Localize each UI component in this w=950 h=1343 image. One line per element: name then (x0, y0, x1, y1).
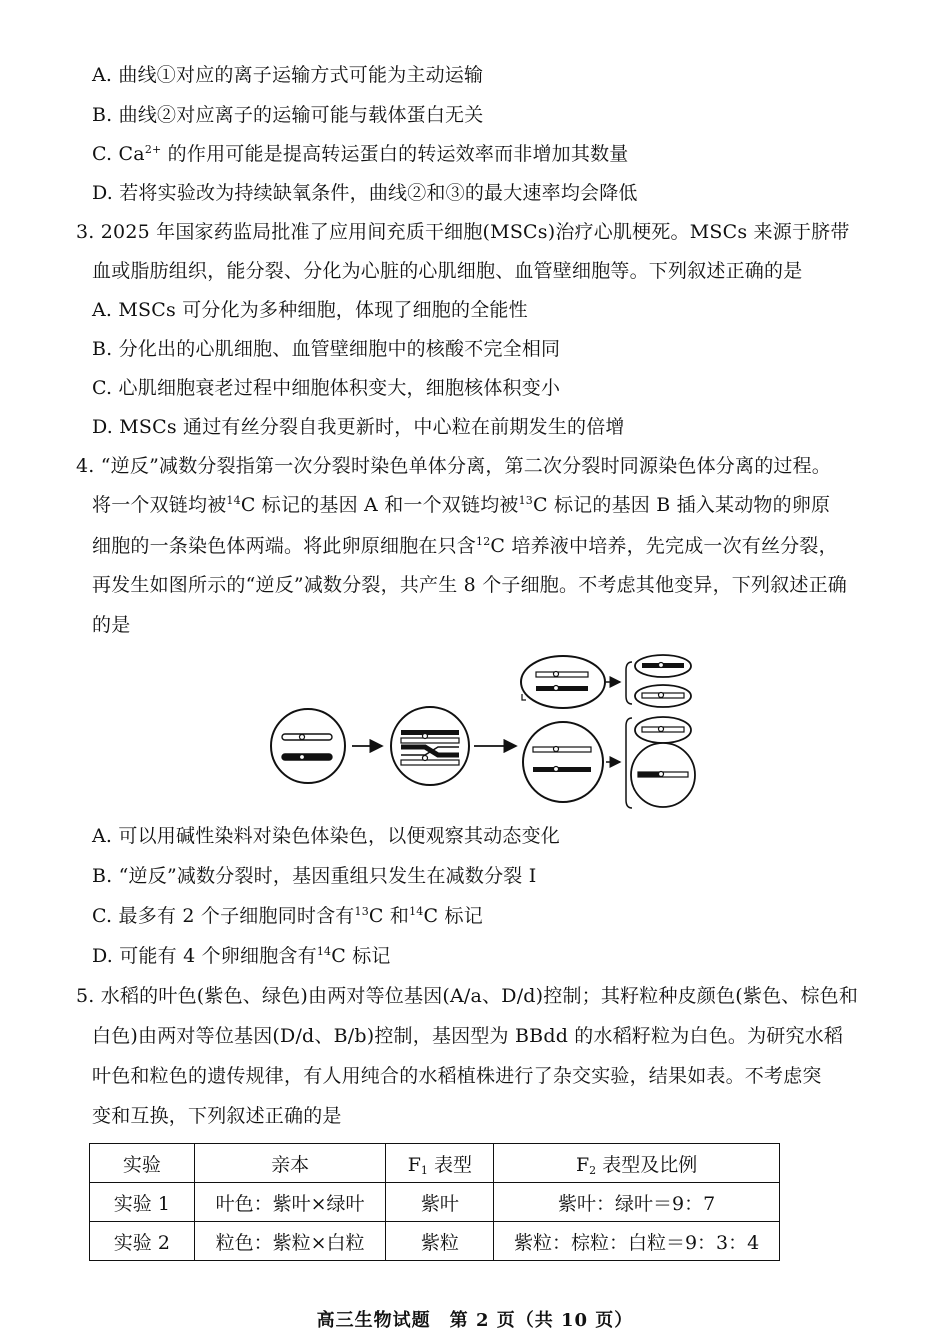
q5-stem-line-4: 变和互换，下列叙述正确的是 (92, 1105, 342, 1127)
header-cell: 实验 (90, 1144, 195, 1183)
q4-option-a: A. 可以用碱性染料对染色体染色，以便观察其动态变化 (92, 825, 561, 847)
reverse-meiosis-diagram (260, 650, 700, 810)
q4-stem-line-1: 4. “逆反”减数分裂指第一次分裂时染色单体分离，第二次分裂时同源染色体分离的过程。 (76, 455, 831, 477)
superscript: 13 (518, 494, 533, 507)
subscript: 1 (420, 1163, 428, 1177)
q5-stem-line-3: 叶色和粒色的遗传规律，有人用纯合的水稻植株进行了杂交实验，结果如表。不考虑突 (92, 1065, 822, 1087)
header-cell (386, 1144, 494, 1183)
table-cell: 粒色：紫粒×白粒 (194, 1222, 386, 1261)
bracket (626, 662, 632, 704)
text-run: C 标记的基因 A 和一个双链均被 (240, 494, 519, 516)
q3-stem-line-2: 血或脂肪组织，能分裂、分化为心脏的心肌细胞、血管壁细胞等。下列叙述正确的是 (92, 260, 803, 282)
bracket (626, 718, 632, 808)
text-run: C 标记 (331, 945, 391, 967)
superscript: 2+ (144, 143, 162, 156)
text-run: F (407, 1153, 421, 1176)
table-row (90, 1222, 780, 1261)
table-cell: 实验 1 (90, 1183, 195, 1222)
q2-option-c (92, 142, 628, 166)
q3-option-d: D. MSCs 通过有丝分裂自我更新时，中心粒在前期发生的倍增 (92, 416, 625, 438)
q4-option-b: B. “逆反”减数分裂时，基因重组只发生在减数分裂 Ⅰ (92, 865, 537, 887)
q3-stem-line-1: 3. 2025 年国家药监局批准了应用间充质干细胞(MSCs)治疗心肌梗死。MSCs 来源于脐带 (76, 221, 850, 243)
text-run: D. 可能有 4 个卵细胞含有 (92, 945, 317, 967)
q2-option-d: D. 若将实验改为持续缺氧条件，曲线②和③的最大速率均会降低 (92, 182, 638, 204)
q5-stem-line-2: 白色)由两对等位基因(D/d、B/b)控制，基因型为 BBdd 的水稻籽粒为白色。为研究水稻 (92, 1025, 844, 1047)
superscript: 14 (226, 494, 241, 507)
header-cell: 亲本 (194, 1144, 386, 1183)
subscript: 2 (589, 1163, 597, 1177)
q4-option-d (92, 944, 391, 968)
q4-option-c (92, 904, 483, 928)
header-cell (494, 1144, 780, 1183)
text-run: 将一个双链均被 (92, 494, 227, 516)
cell-first-polar-body (521, 656, 605, 708)
daughter-cell (635, 655, 691, 677)
text-run: C 标记 (423, 905, 483, 927)
q3-option-c: C. 心肌细胞衰老过程中细胞体积变大，细胞核体积变小 (92, 377, 561, 399)
text-run: 的作用可能是提高转运蛋白的转运效率而非增加其数量 (161, 143, 629, 165)
table-cell: 紫粒 (386, 1222, 494, 1261)
table-row (90, 1183, 780, 1222)
superscript: 14 (316, 945, 332, 958)
q4-stem-line-5: 的是 (92, 614, 131, 636)
table-cell: 叶色：紫叶×绿叶 (194, 1183, 386, 1222)
q2-option-a: A. 曲线①对应的离子运输方式可能为主动运输 (92, 64, 484, 86)
cell-crossing-over (391, 707, 469, 785)
text-run: 细胞的一条染色体两端。将此卵原细胞在只含 (92, 535, 477, 557)
q4-stem-line-2 (92, 493, 830, 517)
q3-option-b: B. 分化出的心肌细胞、血管壁细胞中的核酸不完全相同 (92, 338, 561, 360)
q5-stem-line-1: 5. 水稻的叶色(紫色、绿色)由两对等位基因(A/a、D/d)控制；其籽粒种皮颜色(紫色、棕色和 (76, 985, 859, 1007)
q4-stem-line-4: 再发生如图所示的“逆反”减数分裂，共产生 8 个子细胞。不考虑其他变异，下列叙述正确 (92, 574, 847, 596)
q3-option-a: A. MSCs 可分化为多种细胞，体现了细胞的全能性 (92, 299, 528, 321)
text-run: C. 最多有 2 个子细胞同时含有 (92, 905, 355, 927)
cell-secondary-oocyte (523, 722, 603, 802)
superscript: 14 (409, 905, 424, 918)
daughter-cell (635, 685, 691, 707)
experiment-table (89, 1143, 780, 1261)
daughter-cell (631, 743, 695, 807)
cell-oocyte (271, 709, 345, 783)
table-header-row (90, 1144, 780, 1183)
text-run: C. Ca (92, 143, 145, 165)
table-cell: 实验 2 (90, 1222, 195, 1261)
table-cell: 紫叶：绿叶＝9：7 (494, 1183, 780, 1222)
text-run: C 和 (368, 905, 410, 927)
text-run: C 标记的基因 B 插入某动物的卵原 (533, 494, 831, 516)
q4-stem-line-3 (92, 534, 838, 558)
text-run: 表型及比例 (596, 1153, 698, 1176)
superscript: 13 (354, 905, 369, 918)
text-run: F (575, 1153, 590, 1176)
daughter-cell (635, 717, 691, 743)
q2-option-b: B. 曲线②对应离子的运输可能与载体蛋白无关 (92, 104, 484, 126)
text-run: C 培养液中培养，先完成一次有丝分裂， (490, 535, 838, 557)
superscript: 12 (476, 535, 491, 548)
table-cell: 紫粒：棕粒：白粒＝9：3：4 (494, 1222, 780, 1261)
text-run: 表型 (427, 1153, 472, 1176)
page-footer: 高三生物试题 第 2 页（共 10 页） (316, 1310, 634, 1331)
table-cell: 紫叶 (386, 1183, 494, 1222)
